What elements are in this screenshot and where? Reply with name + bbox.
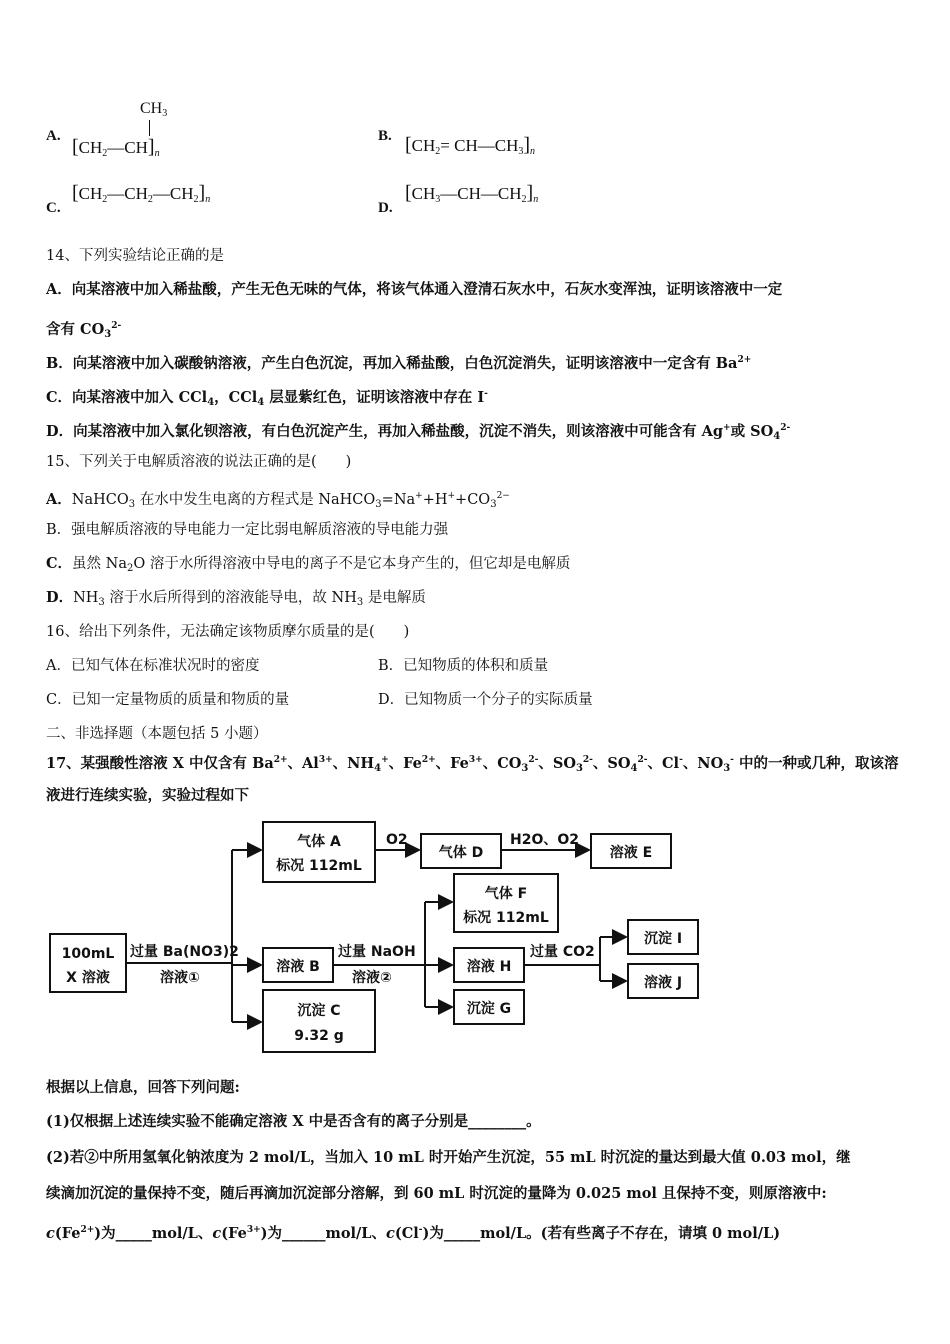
step1-label: 溶液① xyxy=(160,970,200,986)
x-label: X 溶液 xyxy=(66,970,110,986)
q17-part1: (1)仅根据上述连续实验不能确定溶液 X 中是否含有的离子分别是________。 xyxy=(46,1113,541,1130)
gas-f-label: 气体 F xyxy=(484,886,528,902)
gas-f-volume: 标况 112mL xyxy=(463,910,549,926)
option-c-label: C. xyxy=(46,200,61,216)
q16-option-b: B．已知物质的体积和质量 xyxy=(378,658,549,674)
q14-stem: 14、下列实验结论正确的是 xyxy=(46,248,224,264)
gas-d-label: 气体 D xyxy=(438,845,484,861)
q17-part2-line1: (2)若②中所用氢氧化钠浓度为 2 mol/L，当加入 10 mL 时开始产生沉淀，55 mL 时沉淀的量达到最大值 0.03 mol，继 xyxy=(46,1149,851,1166)
q16-option-a: A．已知气体在标准状况时的密度 xyxy=(46,658,260,674)
q17-part2-line2: 续滴加沉淀的量保持不变，随后再滴加沉淀部分溶解，到 60 mL 时沉淀的量降为 0.025 mol 且保持不变，则原溶液中: xyxy=(46,1185,827,1202)
q15-option-a: A．NaHCO$_3$ 在水中发生电离的方程式是 $NaHCO_3=Na^++H^++CO_3^{2-}$ xyxy=(46,491,510,510)
q14-option-a-line1: A．向某溶液中加入稀盐酸，产生无色无味的气体，将该气体通入澄清石灰水中，石灰水变浑浊，证明该溶液中一定 xyxy=(46,281,783,298)
x-volume: 100mL xyxy=(61,946,115,962)
q16-option-d: D．已知物质一个分子的实际质量 xyxy=(378,692,593,708)
q14-option-a-line2: 含有 $CO_3^{2-}$ xyxy=(46,321,122,340)
option-c-formula: $[CH_2—CH_2—CH_2]_n$ xyxy=(72,182,211,205)
q17-stem-line2: 液进行连续实验，实验过程如下 xyxy=(46,787,249,804)
precipitate-i-label: 沉淀 I xyxy=(643,931,683,947)
gas-a-label: 气体 A xyxy=(297,834,341,850)
co2-label: 过量 CO2 xyxy=(530,944,595,960)
solution-h-label: 溶液 H xyxy=(466,959,512,975)
section-heading: 二、非选择题（本题包括 5 小题） xyxy=(46,726,268,742)
methyl-group: $CH_3$ xyxy=(140,100,168,119)
q14-option-b: B．向某溶液中加入碳酸钠溶液，产生白色沉淀，再加入稀盐酸，白色沉淀消失，证明该溶液中一定含有 $Ba^{2+}$ xyxy=(46,355,752,372)
option-b-label: B. xyxy=(378,128,392,144)
q15-option-c: C．虽然 $Na_2O$ 溶于水所得溶液中导电的离子不是它本身产生的，但它却是电解质 xyxy=(46,555,571,574)
solution-j-label: 溶液 J xyxy=(643,975,683,991)
solution-e-label: 溶液 E xyxy=(609,845,653,861)
q16-stem: 16、给出下列条件，无法确定该物质摩尔质量的是( ) xyxy=(46,624,410,640)
q14-option-d: D．向某溶液中加入氯化钡溶液，有白色沉淀产生，再加入稀盐酸，沉淀不消失，则该溶液中可能含有 Ag+或 $SO_4^{2-}$ xyxy=(46,423,791,442)
q17-stem-line1: 17、某强酸性溶液 X 中仅含有 $Ba^{2+}$、$Al^{3+}$、$NH_4^+$、$Fe^{2+}$、$Fe^{3+}$、$CO_3^{2-}$、$SO_3^{2-}$、$SO_4^{2-}$、Cl-、$NO_3^-$ 中的一种或几种，取该溶 xyxy=(46,755,899,774)
step1-reagent: 过量 Ba(NO3)2 xyxy=(130,944,239,960)
precipitate-g-label: 沉淀 G xyxy=(466,1001,512,1017)
q15-option-b: B．强电解质溶液的导电能力一定比弱电解质溶液的导电能力强 xyxy=(46,522,449,538)
precipitate-c-label: 沉淀 C xyxy=(297,1003,341,1019)
precipitate-c-mass: 9.32 g xyxy=(294,1028,344,1044)
q15-stem: 15、下列关于电解质溶液的说法正确的是( ) xyxy=(46,454,352,470)
step2-label: 溶液② xyxy=(352,970,392,986)
q15-option-d: D．$NH_3$ 溶于水后所得到的溶液能导电，故 $NH_3$ 是电解质 xyxy=(46,589,426,608)
o2-label: O2 xyxy=(386,832,408,848)
option-d-label: D. xyxy=(378,200,393,216)
h2o-o2-label: H2O、O2 xyxy=(510,832,580,848)
option-a-formula: $[CH_2—CH]_n$ xyxy=(72,136,160,159)
option-a-label: A. xyxy=(46,128,61,144)
q16-option-c: C．已知一定量物质的质量和物质的量 xyxy=(46,692,290,708)
step2-reagent: 过量 NaOH xyxy=(338,944,416,960)
q17-part2-line3: $c(Fe^{2+})$为_____mol/L、$c(Fe^{3+})$为______mol/L、c(Cl-)为_____mol/L。(若有些离子不存在，请填 0 mol/L) xyxy=(46,1225,781,1242)
solution-b-label: 溶液 B xyxy=(276,959,320,975)
flow-diagram xyxy=(0,810,950,1070)
q14-option-c: C．向某溶液中加入 CCl$_4$，CCl$_4$ 层显紫红色，证明该溶液中存在 I- xyxy=(46,389,488,408)
gas-a-volume: 标况 112mL xyxy=(276,858,362,874)
option-d-formula: $[CH_3—CH—CH_2]_n$ xyxy=(405,182,539,205)
option-b-formula: [$CH_2=$ $CH—CH_3]_n$ xyxy=(405,134,536,157)
q17-intro: 根据以上信息，回答下列问题: xyxy=(46,1079,240,1096)
bond-line xyxy=(149,120,150,136)
